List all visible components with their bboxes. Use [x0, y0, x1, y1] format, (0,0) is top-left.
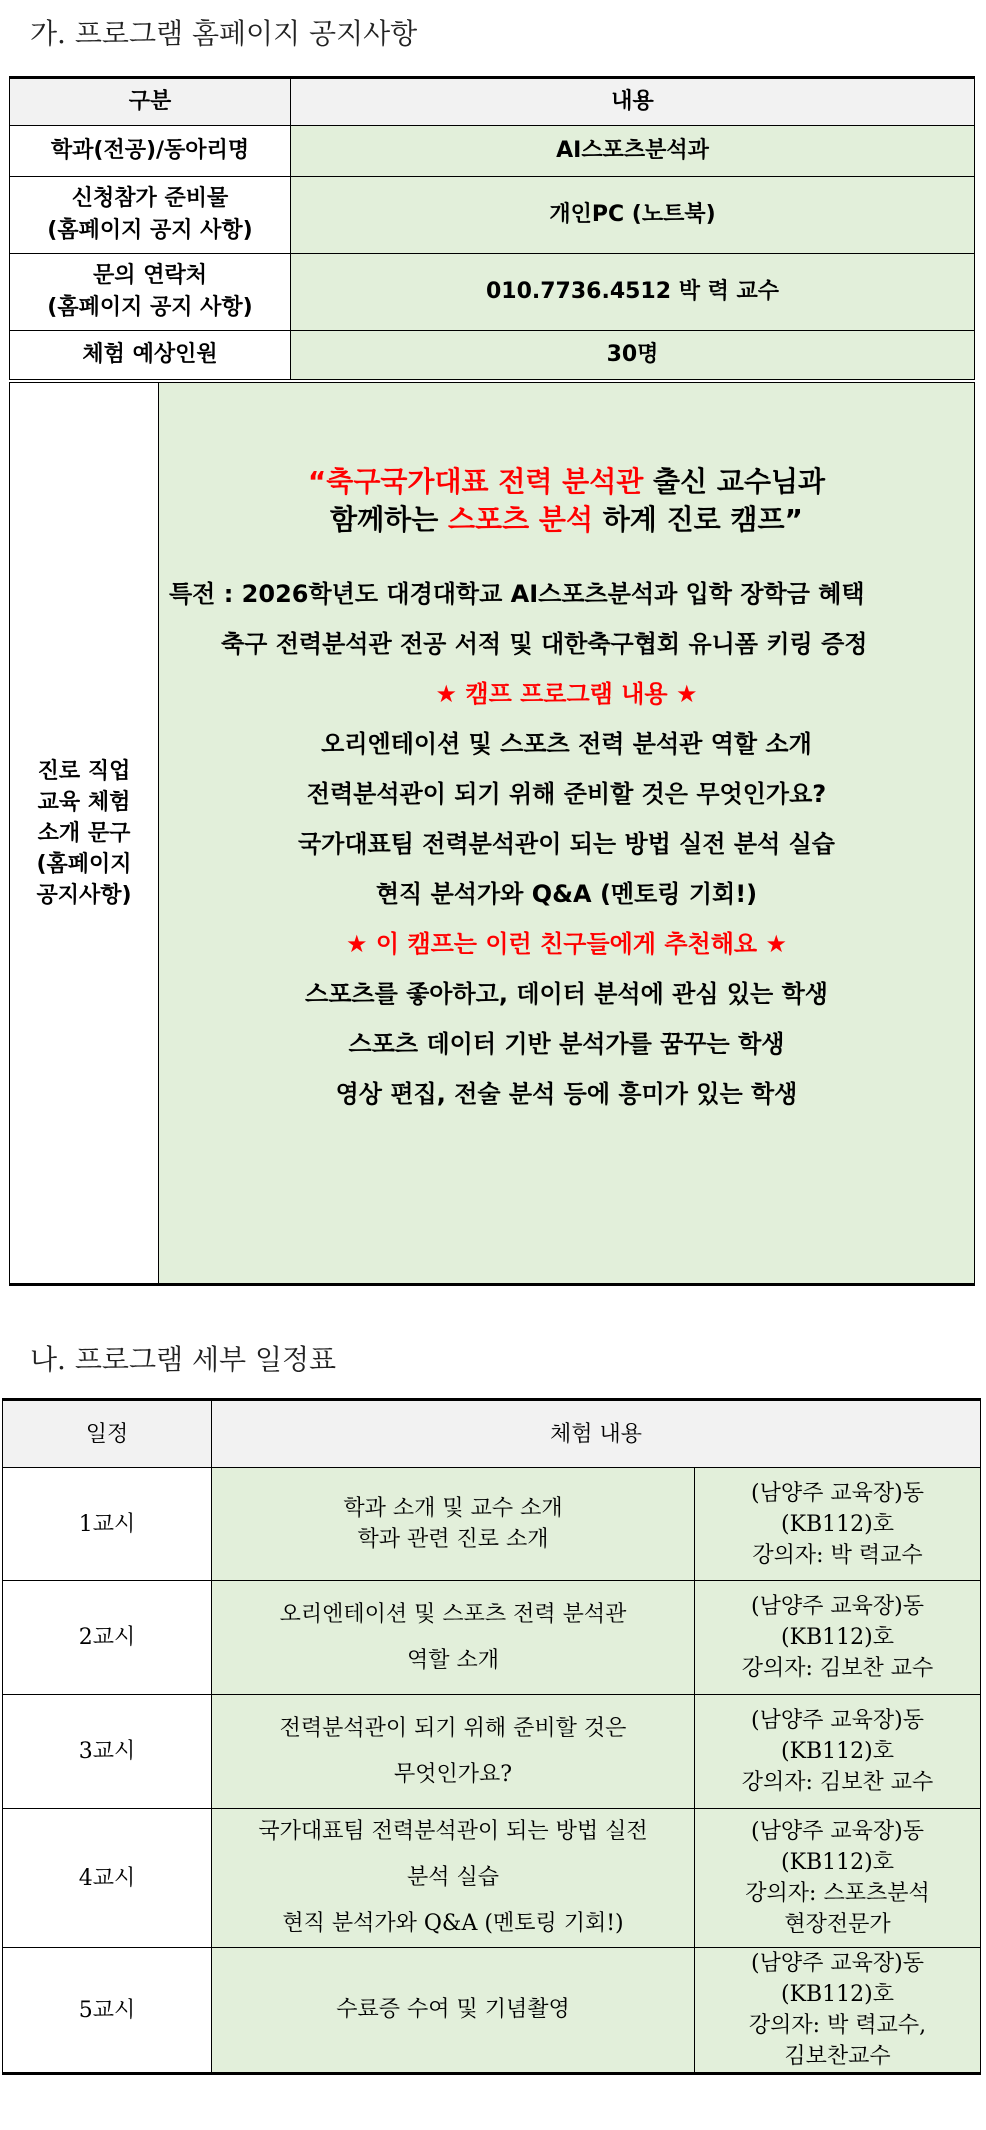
place-line: (남양주 교육장)동 [751, 1480, 924, 1506]
header-category: 구분 [10, 78, 291, 126]
row-label [10, 177, 291, 254]
content-line: 학과 소개 및 교수 소개 [343, 1496, 563, 1521]
place-line: 강의자: 박 력교수 [752, 1542, 923, 1568]
table-header-row [3, 1400, 981, 1468]
period-label: 1교시 [3, 1468, 212, 1581]
place-line: (남양주 교육장)동 [751, 1951, 924, 1976]
place-line: 강의자: 김보찬 교수 [741, 1770, 934, 1795]
session-place [695, 1695, 981, 1809]
table-row [10, 177, 975, 254]
intro-label [10, 383, 159, 1285]
session-content [212, 1695, 695, 1809]
place-line: 김보찬교수 [784, 2044, 891, 2069]
special-benefit-2: 축구 전력분석관 전공 서적 및 대한축구협회 유니폼 키링 증정 [221, 630, 868, 658]
place-line: (KB112)호 [781, 1739, 895, 1764]
header-content: 체험 내용 [212, 1400, 981, 1468]
program-item: 전력분석관이 되기 위해 준비할 것은 무엇인가요? [306, 780, 827, 808]
header-period: 일정 [3, 1400, 212, 1468]
table-row [3, 1809, 981, 1948]
row-label [10, 126, 291, 177]
table-row [3, 1581, 981, 1695]
target-item: 영상 편집, 전술 분석 등에 흥미가 있는 학생 [335, 1080, 798, 1108]
content-line: 국가대표팀 전력분석관이 되는 방법 실전 [258, 1819, 648, 1844]
label-line: 체험 예상인원 [82, 342, 218, 367]
notice-table [9, 76, 975, 380]
table-row [3, 1948, 981, 2074]
intro-table [9, 382, 975, 1286]
program-item: 오리엔테이션 및 스포츠 전력 분석관 역할 소개 [321, 730, 812, 758]
period-label: 5교시 [3, 1948, 212, 2074]
place-line: 강의자: 박 력교수, [748, 2013, 927, 2038]
period-label: 4교시 [3, 1809, 212, 1948]
session-content [212, 1809, 695, 1948]
contact-info: 010.7736.4512 박 력 교수 [291, 254, 975, 331]
session-content [212, 1468, 695, 1581]
label-line: 학과(전공)/동아리명 [50, 138, 250, 163]
camp-headline [159, 501, 974, 539]
place-line: (남양주 교육장)동 [751, 1594, 924, 1619]
session-content [212, 1581, 695, 1695]
place-line: 강의자: 스포츠분석 [745, 1881, 930, 1906]
program-heading: ★ 캠프 프로그램 내용 ★ [435, 680, 698, 708]
place-line: (KB112)호 [781, 1625, 895, 1650]
intro-content [159, 383, 975, 1285]
session-place [695, 1468, 981, 1581]
table-row [10, 331, 975, 380]
section-title: 나. 프로그램 세부 일정표 [30, 1343, 337, 1376]
table-row [3, 1468, 981, 1581]
target-item: 스포츠 데이터 기반 분석가를 꿈꾸는 학생 [348, 1030, 785, 1058]
content-line: 전력분석관이 되기 위해 준비할 것은 [279, 1715, 627, 1741]
content-line: 학과 관련 진로 소개 [357, 1527, 549, 1552]
content-line: 현직 분석가와 Q&A (멘토링 기회!) [282, 1911, 624, 1936]
schedule-table [2, 1398, 981, 2075]
label-line: 문의 연락처 [93, 263, 207, 288]
table-row [3, 1695, 981, 1809]
headline-text: 하계 진로 캠프” [593, 503, 803, 536]
special-benefit: 특전 : 2026학년도 대경대학교 AI스포츠분석과 입학 장학금 혜택 [169, 580, 865, 608]
headline-highlight: “축구국가대표 전력 분석관 [307, 465, 644, 498]
section-title: 가. 프로그램 홈페이지 공지사항 [30, 17, 418, 50]
table-row [10, 254, 975, 331]
label-line: 교육 체험 [37, 789, 131, 815]
place-line: (KB112)호 [781, 1982, 895, 2007]
expected-participants: 30명 [291, 331, 975, 380]
period-label: 3교시 [3, 1695, 212, 1809]
place-line: (KB112)호 [781, 1850, 895, 1875]
department-name: AI스포츠분석과 [291, 126, 975, 177]
session-place [695, 1948, 981, 2074]
period-label: 2교시 [3, 1581, 212, 1695]
label-line: 신청참가 준비물 [71, 186, 229, 211]
label-line: (홈페이지 공지 사항) [47, 295, 253, 320]
label-line: (홈페이지 공지 사항) [47, 218, 253, 243]
target-item: 스포츠를 좋아하고, 데이터 분석에 관심 있는 학생 [305, 980, 828, 1008]
headline-highlight: 스포츠 분석 [448, 503, 593, 536]
label-line: 공지사항) [36, 882, 132, 908]
target-heading: ★ 이 캠프는 이런 친구들에게 추천해요 ★ [346, 930, 787, 958]
content-line: 오리엔테이션 및 스포츠 전력 분석관 [279, 1601, 627, 1627]
session-content [212, 1948, 695, 2074]
table-header-row [10, 78, 975, 126]
content-line: 무엇인가요? [393, 1761, 513, 1787]
content-line: 분석 실습 [406, 1865, 499, 1890]
preparation-items: 개인PC (노트북) [291, 177, 975, 254]
place-line: 현장전문가 [784, 1912, 891, 1937]
content-line: 역할 소개 [406, 1647, 499, 1673]
place-line: (남양주 교육장)동 [751, 1819, 924, 1844]
table-row [10, 126, 975, 177]
program-item: 국가대표팀 전력분석관이 되는 방법 실전 분석 실습 [298, 830, 835, 858]
program-item: 현직 분석가와 Q&A (멘토링 기회!) [375, 880, 758, 908]
place-line: 강의자: 김보찬 교수 [741, 1656, 934, 1681]
place-line: (남양주 교육장)동 [751, 1708, 924, 1733]
headline-text: 함께하는 [330, 503, 448, 536]
session-place [695, 1809, 981, 1948]
row-label [10, 331, 291, 380]
label-line: 소개 문구 [37, 820, 131, 846]
row-label [10, 254, 291, 331]
place-line: (KB112)호 [781, 1511, 895, 1537]
session-place [695, 1581, 981, 1695]
content-line: 수료증 수여 및 기념촬영 [336, 1997, 570, 2022]
headline-text: 출신 교수님과 [643, 465, 826, 498]
camp-headline [159, 463, 974, 501]
header-content: 내용 [291, 78, 975, 126]
label-line: (홈페이지 [36, 851, 132, 877]
intro-row [10, 383, 975, 1285]
label-line: 진로 직업 [37, 758, 131, 784]
